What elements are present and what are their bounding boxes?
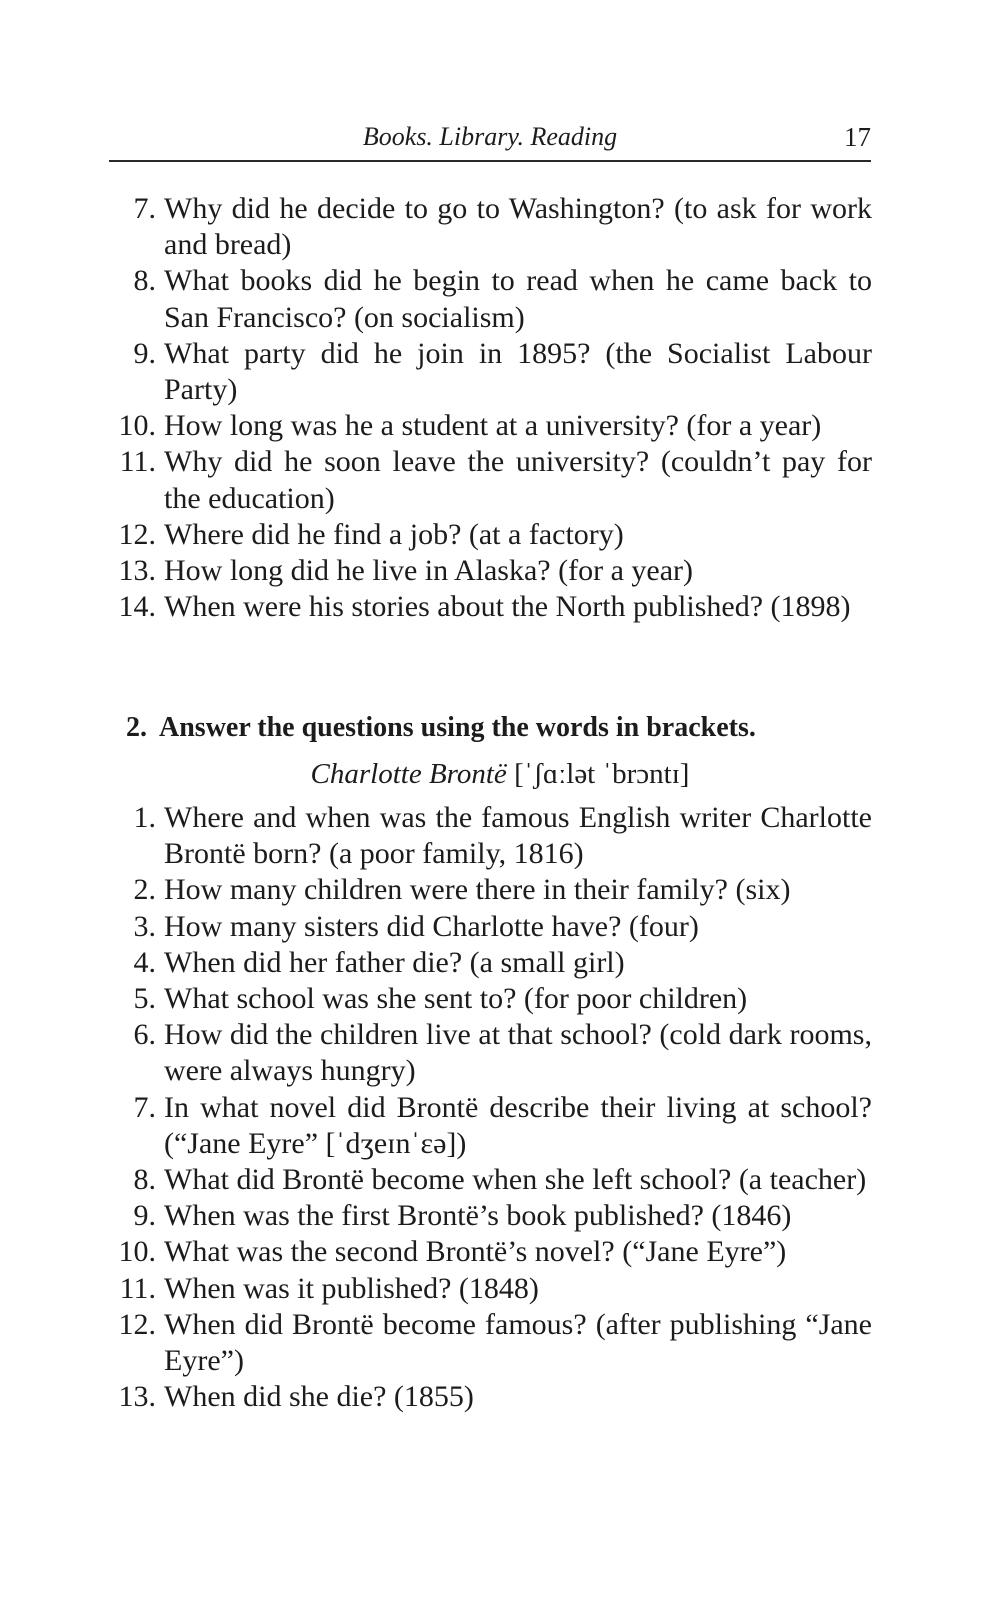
running-title: Books. Library. Reading	[362, 122, 618, 151]
item-text: What did Brontë become when she left school? (a teacher)	[164, 1163, 867, 1197]
item-text: When did Brontë become famous? (after publishing “Jane Eyre”)	[164, 1307, 872, 1378]
item-text: When were his stories about the North published? (1898)	[164, 590, 851, 624]
question-list-continued	[108, 191, 872, 625]
item-number: 7.	[133, 1090, 156, 1124]
item-text: What school was she sent to? (for poor children)	[164, 982, 748, 1016]
list-item	[108, 263, 872, 335]
item-number: 10.	[118, 1235, 156, 1269]
list-item	[108, 1090, 872, 1162]
list-item	[108, 1307, 872, 1379]
item-text: What party did he join in 1895? (the Socialist Labour Party)	[164, 336, 872, 407]
item-number: 14.	[118, 590, 156, 624]
item-text: How many sisters did Charlotte have? (four)	[164, 909, 699, 943]
item-number: 9.	[133, 336, 156, 370]
section-subtitle	[0, 758, 1000, 791]
item-number: 9.	[133, 1199, 156, 1233]
item-text: When did she die? (1855)	[164, 1380, 474, 1414]
item-text: How long did he live in Alaska? (for a year)	[164, 554, 693, 588]
item-number: 7.	[133, 192, 156, 225]
list-item	[108, 800, 872, 872]
item-text: Where did he find a job? (at a factory)	[164, 517, 624, 551]
list-item	[108, 945, 872, 981]
item-text: When was the first Brontë’s book published? (1846)	[164, 1199, 792, 1233]
list-item	[108, 1379, 872, 1415]
exercise-number: 2.	[126, 712, 147, 743]
item-number: 13.	[118, 1380, 156, 1414]
subtitle-name: Charlotte Brontë	[310, 758, 507, 790]
page-number: 17	[844, 122, 871, 152]
item-number: 8.	[133, 1163, 156, 1197]
item-number: 11.	[119, 445, 156, 479]
list-item	[108, 589, 872, 625]
item-number: 5.	[133, 982, 156, 1016]
item-text: Why did he soon leave the university? (couldn’t pay for the education)	[164, 445, 872, 515]
exercise-instruction: Answer the questions using the words in brackets.	[159, 712, 756, 743]
item-text: When did her father die? (a small girl)	[164, 945, 625, 979]
item-number: 6.	[133, 1018, 156, 1052]
item-text: What was the second Brontë’s novel? (“Jane Eyre”)	[164, 1235, 787, 1269]
item-number: 13.	[118, 554, 156, 588]
subtitle-transcription: [ˈʃɑːlət ˈbrɔntɪ]	[514, 758, 690, 790]
list-item	[108, 191, 872, 263]
list-item	[108, 872, 872, 908]
list-item	[108, 909, 872, 945]
exercise-heading	[126, 712, 756, 744]
list-item	[108, 981, 872, 1017]
list-item	[108, 444, 872, 516]
item-text: Where and when was the famous English writer Charlotte Brontë born? (a poor family, 1816)	[164, 801, 872, 871]
item-text: How long was he a student at a university? (for a year)	[164, 409, 822, 443]
list-item	[108, 553, 872, 589]
question-list-bronte	[108, 800, 872, 1415]
item-number: 12.	[118, 517, 156, 551]
item-text: How many children were there in their family? (six)	[164, 873, 791, 907]
item-number: 2.	[133, 873, 156, 907]
item-number: 10.	[118, 409, 156, 443]
item-text: In what novel did Brontë describe their living at school? (“Jane Eyre” [ˈdʒeɪnˈɛə])	[164, 1090, 872, 1160]
list-item	[108, 1234, 872, 1270]
list-item	[108, 336, 872, 408]
item-number: 8.	[133, 264, 156, 298]
list-item	[108, 517, 872, 553]
item-number: 4.	[133, 945, 156, 979]
item-number: 11.	[119, 1271, 156, 1305]
list-item	[108, 1271, 872, 1307]
list-item	[108, 1162, 872, 1198]
item-text: What books did he begin to read when he came back to San Francisco? (on socialism)	[164, 264, 872, 334]
item-text: When was it published? (1848)	[164, 1271, 539, 1305]
page-header	[109, 116, 871, 162]
item-text: Why did he decide to go to Washington? (to ask for work and bread)	[164, 192, 872, 262]
list-item	[108, 408, 872, 444]
list-item	[108, 1017, 872, 1089]
item-text: How did the children live at that school? (cold dark rooms, were always hungry)	[164, 1018, 872, 1088]
list-item	[108, 1198, 872, 1234]
item-number: 12.	[118, 1307, 156, 1341]
item-number: 1.	[133, 801, 156, 834]
item-number: 3.	[133, 909, 156, 943]
